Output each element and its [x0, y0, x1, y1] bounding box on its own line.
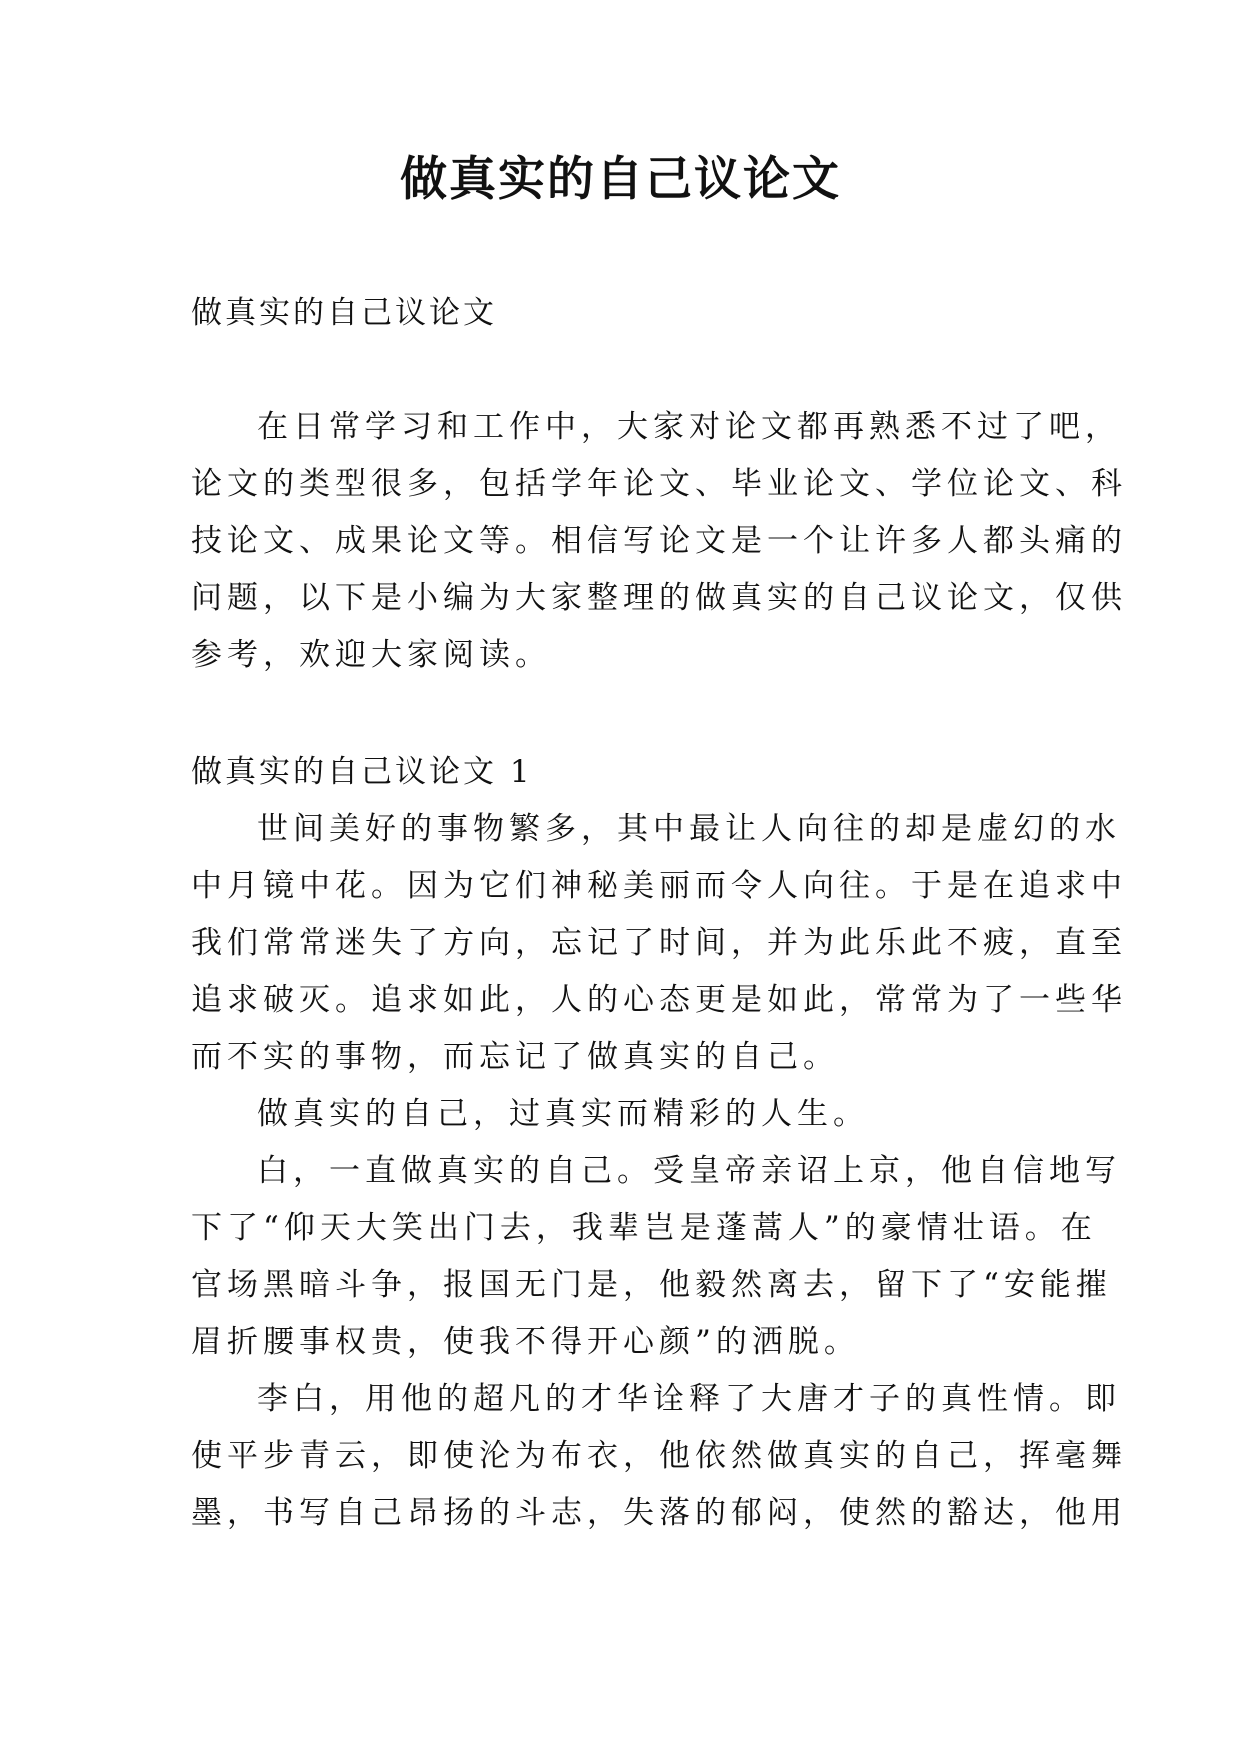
intro-paragraph: [191, 399, 1127, 684]
paragraph-line: 李白，用他的超凡的才华诠释了大唐才子的真性情。即: [257, 1381, 1121, 1417]
paragraph-line: 在日常学习和工作中，大家对论文都再熟悉不过了吧，: [257, 409, 1121, 445]
document-body: [191, 285, 1127, 1542]
paragraph-line: 官场黑暗斗争，报国无门是，他毅然离去，留下了“安能摧: [191, 1267, 1112, 1303]
body-paragraph: [191, 801, 1127, 1086]
spacer: [191, 342, 1051, 399]
paragraph-line: 下了“仰天大笑出门去，我辈岂是蓬蒿人”的豪情壮语。在: [191, 1210, 1097, 1246]
document-subtitle: 做真实的自己议论文: [191, 295, 497, 331]
paragraph-line: 技论文、成果论文等。相信写论文是一个让许多人都头痛的: [191, 523, 1127, 559]
body-paragraph: [191, 1371, 1127, 1542]
spacer: [191, 684, 1051, 744]
paragraph-line: 参考，欢迎大家阅读。: [191, 637, 551, 673]
paragraph-line: 追求破灭。追求如此，人的心态更是如此，常常为了一些华: [191, 982, 1127, 1018]
section-heading: 做真实的自己议论文 1: [191, 754, 533, 790]
paragraph-line: 论文的类型很多，包括学年论文、毕业论文、学位论文、科: [191, 466, 1127, 502]
paragraph-line: 而不实的事物，而忘记了做真实的自己。: [191, 1039, 839, 1075]
paragraph-line: 我们常常迷失了方向，忘记了时间，并为此乐此不疲，直至: [191, 925, 1127, 961]
paragraph-line: 中月镜中花。因为它们神秘美丽而令人向往。于是在追求中: [191, 868, 1127, 904]
body-paragraph: [191, 1086, 1051, 1143]
document-title: 做真实的自己议论文: [400, 152, 841, 207]
paragraph-line: 世间美好的事物繁多，其中最让人向往的却是虚幻的水: [257, 811, 1121, 847]
paragraph-line: 做真实的自己，过真实而精彩的人生。: [257, 1096, 869, 1132]
paragraph-line: 使平步青云，即使沦为布衣，他依然做真实的自己，挥毫舞: [191, 1438, 1127, 1474]
body-paragraph: [191, 1143, 1121, 1371]
paragraph-line: 白，一直做真实的自己。受皇帝亲诏上京，他自信地写: [257, 1153, 1121, 1189]
paragraph-line: 眉折腰事权贵，使我不得开心颜”的洒脱。: [191, 1324, 860, 1360]
paragraph-line: 墨，书写自己昂扬的斗志，失落的郁闷，使然的豁达，他用: [191, 1495, 1127, 1531]
paragraph-line: 问题，以下是小编为大家整理的做真实的自己议论文，仅供: [191, 580, 1127, 616]
